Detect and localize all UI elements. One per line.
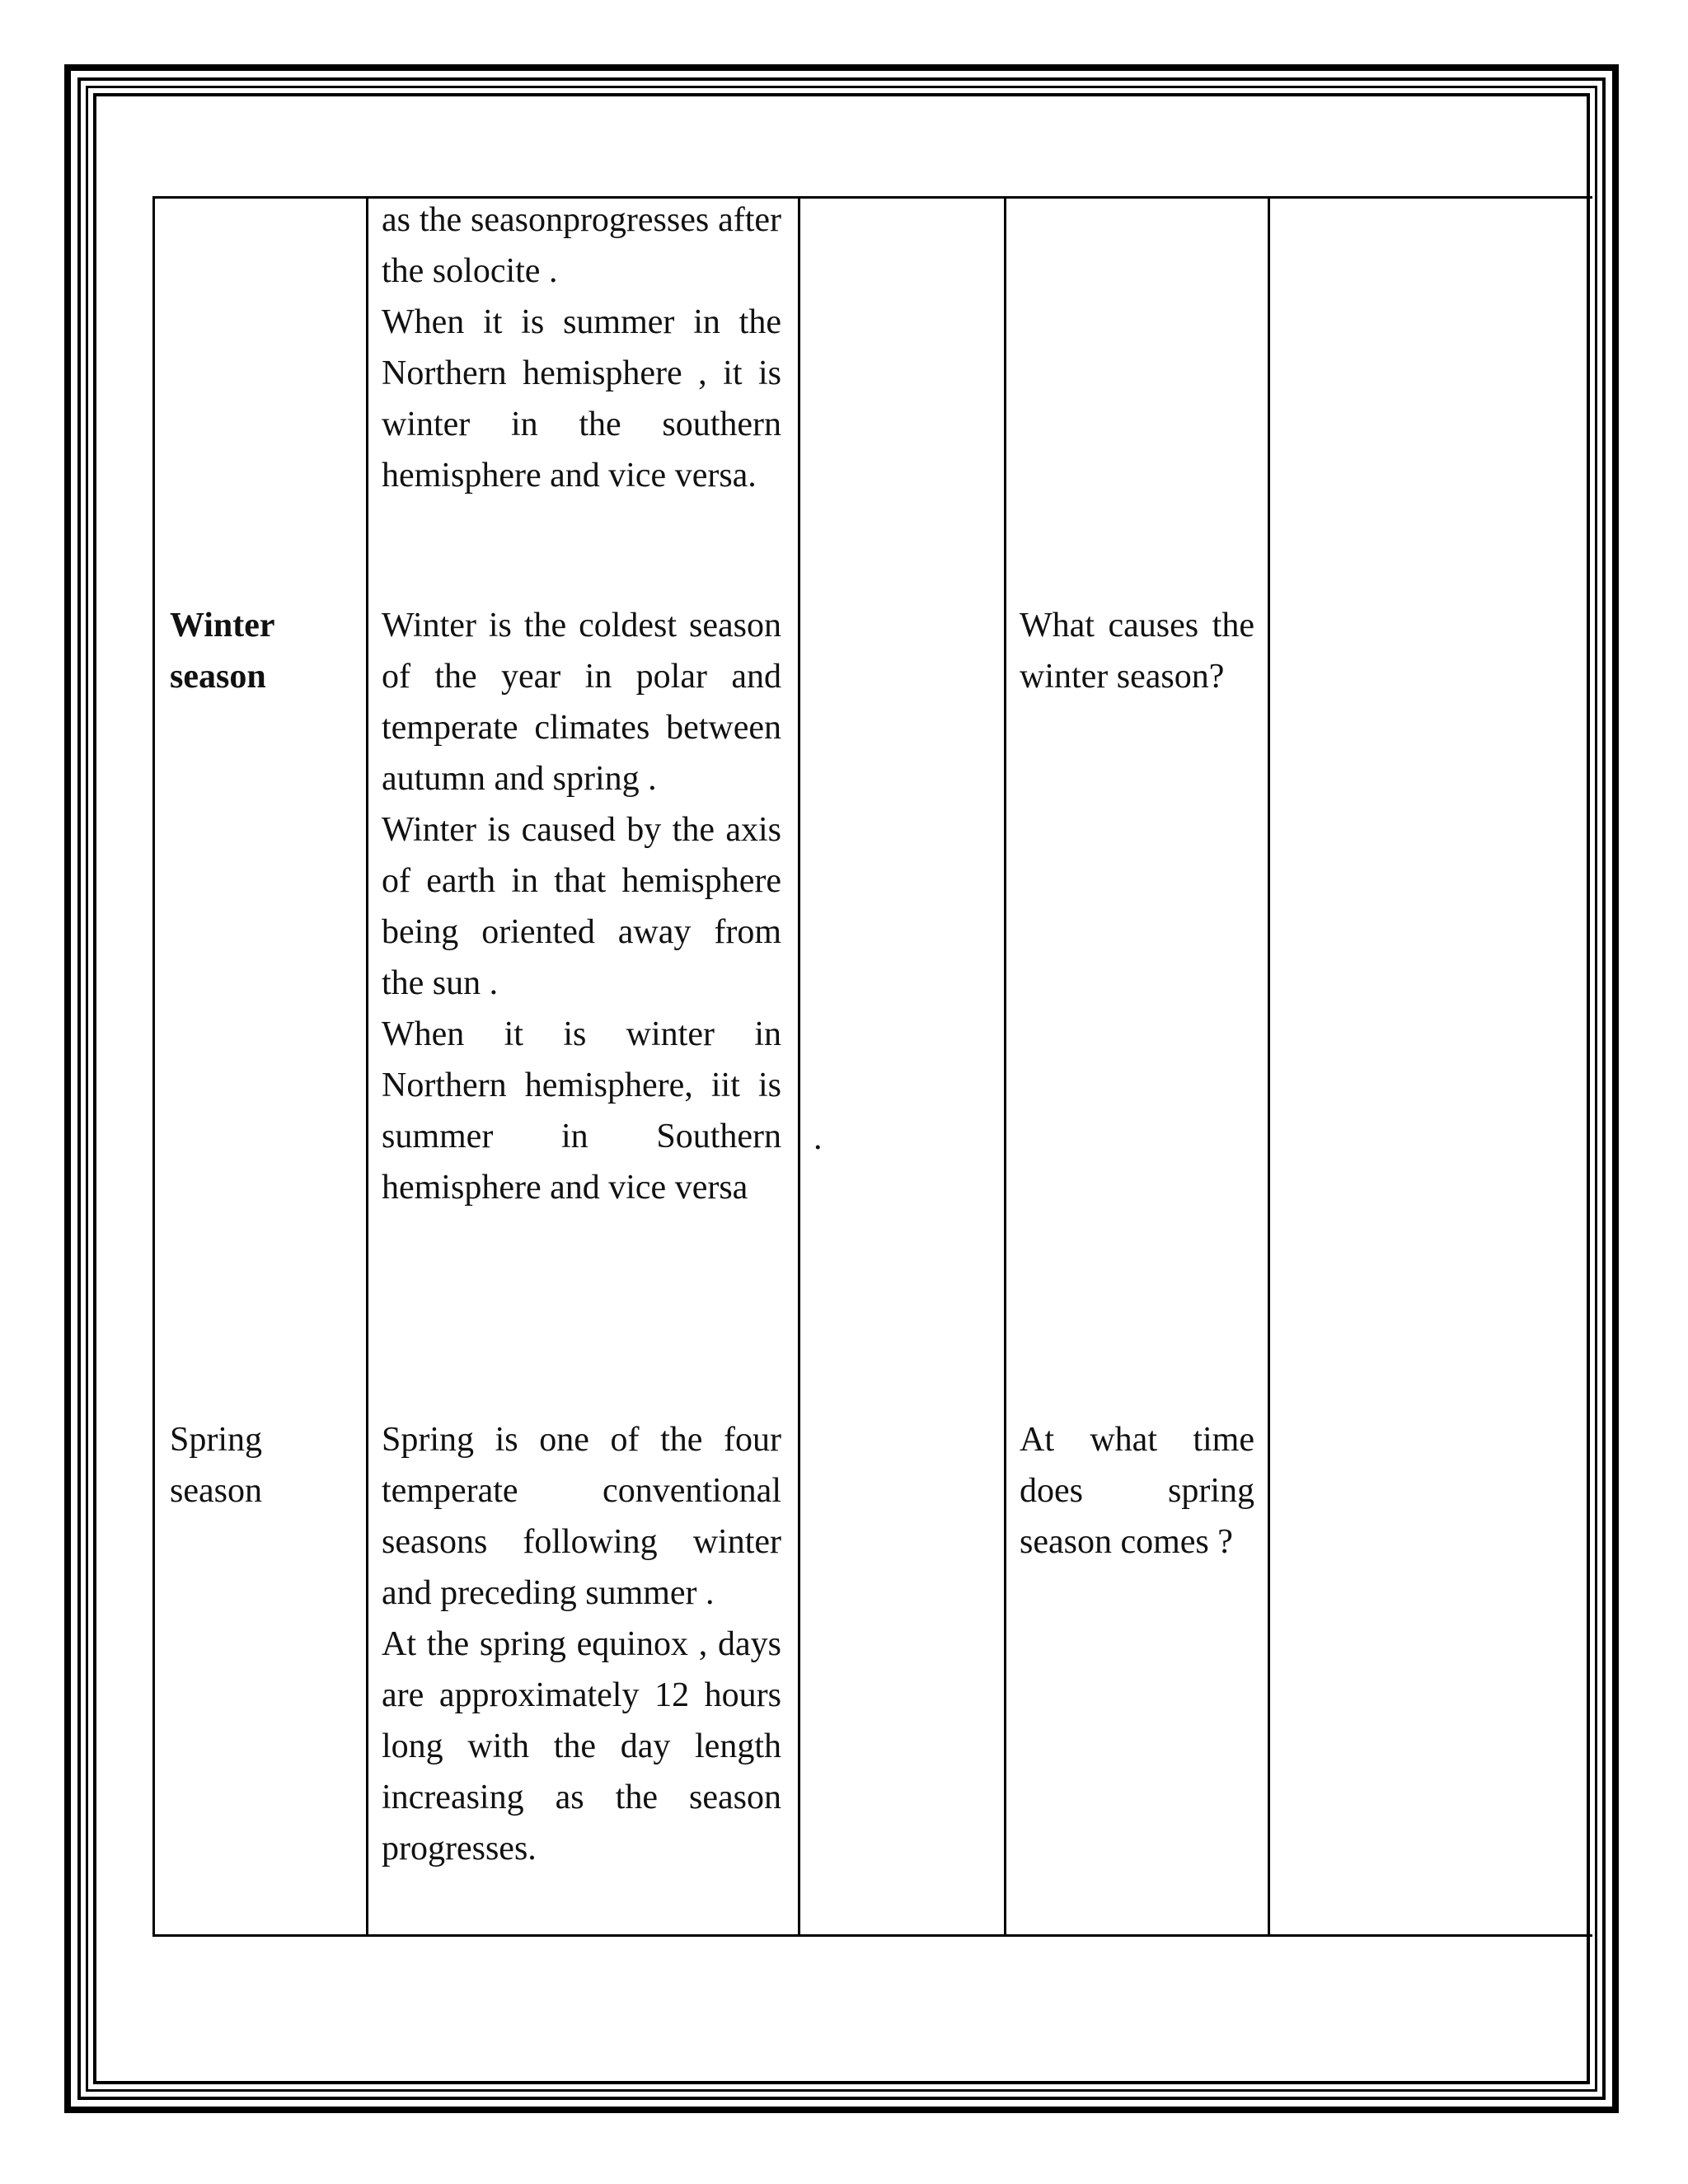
column-divider-4: [1268, 199, 1270, 1934]
winter-question: What causes the winter season?: [1020, 607, 1254, 696]
spring-paragraph-1: Spring is one of the four temperate conventional seasons following winter and preceding summer .: [382, 1421, 781, 1612]
continued-paragraph-1: as the seasonprogresses after the solocite .: [382, 201, 781, 290]
spring-question: At what time does spring season comes ?: [1020, 1421, 1254, 1561]
winter-paragraph-3: When it is winter in Northern hemisphere, iit is summer in Southern hemisphere and vice versa: [382, 1015, 781, 1207]
spring-paragraph-2: At the spring equinox , days are approximately 12 hours long with the day length increasing as the season progresses.: [382, 1625, 781, 1868]
winter-paragraph-2: Winter is caused by the axis of earth in that hemisphere being oriented away from the sun .: [382, 811, 781, 1002]
column-divider-3: [1004, 199, 1006, 1934]
column-divider-2: [798, 199, 800, 1934]
lesson-table: [152, 196, 1592, 1937]
continued-paragraph-2: When it is summer in the Northern hemisphere , it is winter in the southern hemisphere and vice versa.: [382, 303, 781, 494]
winter-paragraph-1: Winter is the coldest season of the year in polar and temperate climates between autumn and spring .: [382, 607, 781, 798]
column-divider-1: [366, 199, 368, 1934]
topic-spring-season: Spring season: [170, 1421, 263, 1510]
winter-column3-mark: .: [814, 1119, 823, 1157]
continued-content: [382, 194, 781, 501]
spring-content: [382, 1414, 781, 1874]
winter-content: [382, 600, 781, 1213]
topic-winter-season: Winter season: [170, 607, 274, 696]
